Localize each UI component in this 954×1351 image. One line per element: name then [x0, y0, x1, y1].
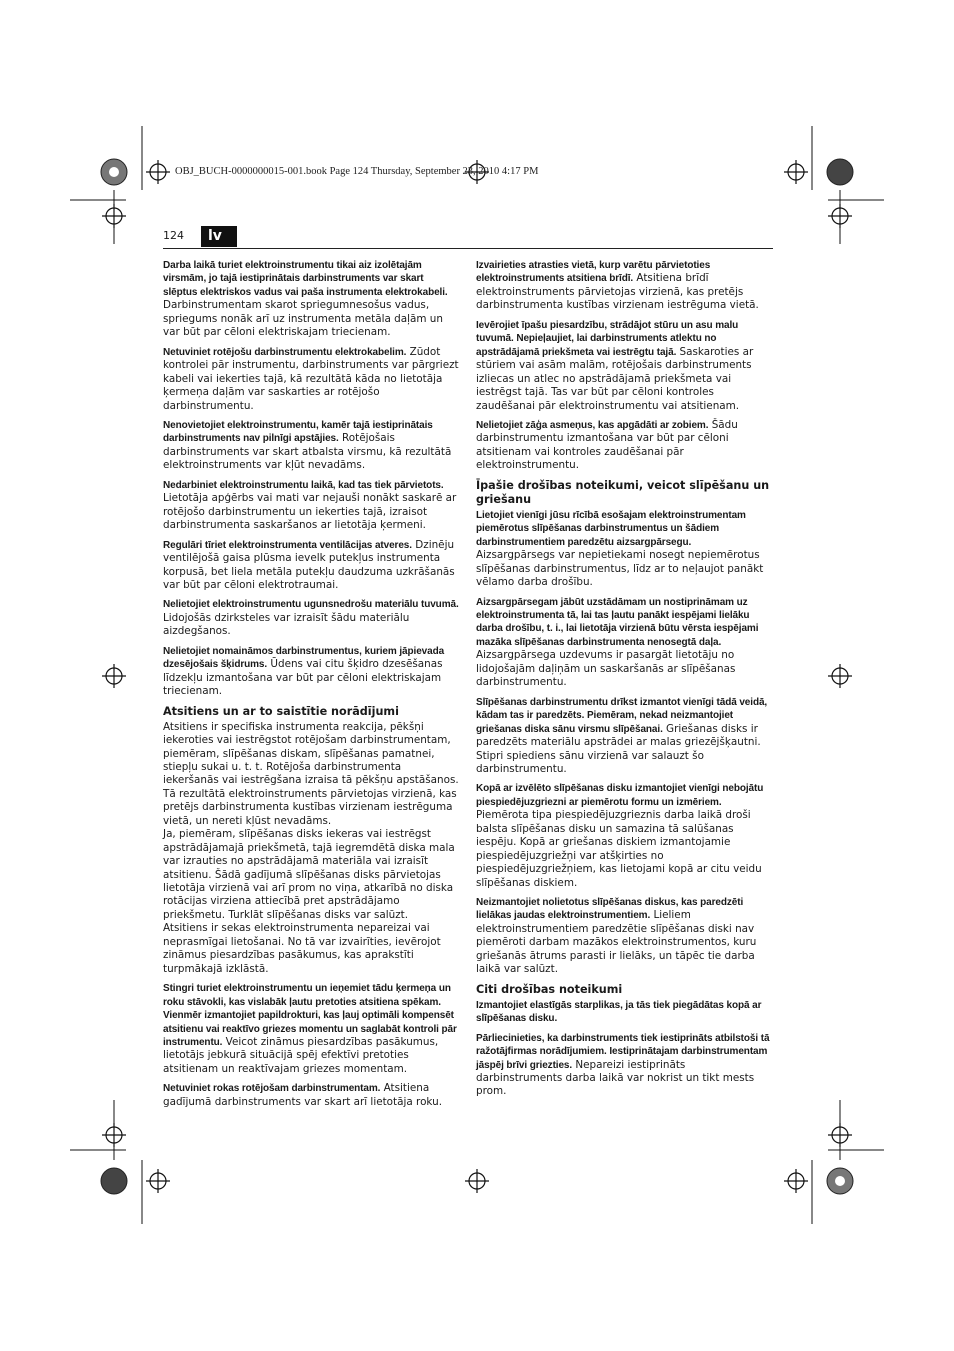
- bold-instruction: Pārliecinieties, ka darbinstruments tiek iestiprināts atbilstoši tā ražotājfirmas norādījumiem. Iestiprinātajam darbinstrumentam jāspēj brīvi griezties.: [476, 1032, 770, 1071]
- bold-instruction: Izmantojiet elastīgās starplikas, ja tās tiek piegādātas kopā ar slīpēšanas disku.: [476, 999, 762, 1025]
- explanation-text: Ja, piemēram, slīpēšanas disks iekeras vai iestrēgst apstrādājamajā priekšmetā, tajā iegremdētā diska mala var izrauties no apstrādājamā materiāla vai izraisīt atsitienu. Šādā gadījumā slīpēšanas disks pārvietojas lietotāja virzienā vai arī prom no viņa, atkarībā no diska rotācijas virziena attiecībā pret apstrādājamo priekšmetu. Turklāt slīpēšanas disks var salūzt.: [163, 828, 455, 921]
- body-paragraph-continuation: [163, 828, 460, 922]
- bold-instruction: Stingri turiet elektroinstrumentu un ieņemiet tādu ķermeņa un roku stāvokli, kas vislabāk ļautu pretoties atsitiena spēkam. Vienmēr izmantojiet papildrokturi, kas ļauj optimāli kompensēt atsitienu vai reaktīvo griezes momentu un saglabāt kontroli pār instrumentu.: [163, 983, 457, 1049]
- body-paragraph: [476, 999, 773, 1026]
- body-paragraph: [163, 1082, 460, 1109]
- explanation-text: Nepareizi iestiprināts darbinstruments darba laikā var nokrist un tikt mests prom.: [476, 1058, 755, 1098]
- body-paragraph: [476, 259, 773, 313]
- bold-instruction: Kopā ar izvēlēto slīpēšanas disku izmantojiet vienīgi nebojātu piespiedējuzgriezni ar piemērotu formu un izmēriem.: [476, 783, 764, 808]
- bold-instruction: Slīpēšanas darbinstrumentu drīkst izmantot vienīgi tādā veidā, kādam tas ir paredzēts. Piemēram, nekad neizmantojiet griešanas diska sānu virsmu slīpēšanai.: [476, 696, 768, 735]
- body-paragraph-continuation: [163, 721, 460, 829]
- page-header: [163, 226, 773, 249]
- body-paragraph: [163, 922, 460, 976]
- bold-instruction: Nenovietojiet elektroinstrumentu, kamēr tajā iestiprinātais darbinstruments nav pilnīgi apstājies.: [163, 419, 433, 445]
- explanation-text: Aizsargpārsega uzdevums ir pasargāt lietotāju no lidojošajām daļiņām un saskaršanās ar slīpēšanas darbinstrumentu.: [476, 649, 736, 689]
- explanation-text: Griešanas disks ir paredzēts materiālu apstrādei ar malas griezējšķautni. Stipri spiediens sānu virzienā var salauzt šo darbinstrumentu.: [476, 722, 761, 775]
- body-paragraph: [163, 598, 460, 638]
- explanation-text: Atsitiens ir specifiska instrumenta reakcija, pēkšņi iekeroties vai iestrēgstot rotējošam darbinstrumentam, piemēram, slīpēšanas diskam, slīpēšanas pamatnei, stiepļu sukai u. t. t. Rotējoša darbinstrumenta iekeršanās vai iestrēgšana izraisa tā pēkšņu apstāšanos. Tā rezultātā elektroinstruments pārvietojas virzienā, kas pretējs darbinstrumenta kustības virzienam iestrēguma vietā, un nereti kļūst nevadāms.: [163, 720, 459, 827]
- body-paragraph: [476, 509, 773, 590]
- body-paragraph: [476, 782, 773, 890]
- bold-instruction: Regulāri tīriet elektroinstrumenta ventilācijas atveres.: [163, 539, 412, 551]
- body-paragraph: [163, 982, 460, 1076]
- page-number: 124: [163, 229, 184, 242]
- explanation-text: Atsitiena gadījumā darbinstruments var skart arī lietotāja roku.: [163, 1082, 443, 1108]
- body-paragraph: [476, 319, 773, 413]
- body-paragraph: [163, 259, 460, 340]
- explanation-text: Aizsargpārsegs var nepietiekami nosegt nepiemērotus slīpēšanas darbinstrumentus, līdz ar to neļaujot panākt vēlamo darba drošību.: [476, 549, 764, 589]
- section-heading: Īpašie drošības noteikumi, veicot slīpēšanu un griešanu: [476, 478, 770, 506]
- bold-instruction: Ievērojiet īpašu piesardzību, strādājot stūru un asu malu tuvumā. Nepieļaujiet, lai darbinstruments atlektu no apstrādājamā priekšmeta vai iestrēgtu tajā.: [476, 319, 739, 358]
- bold-instruction: Netuviniet rotējošu darbinstrumentu elektrokabelim.: [163, 346, 407, 358]
- bold-instruction: Nelietojiet nomaināmos darbinstrumentus, kuriem jāpievada dzesējošais šķidrums.: [163, 645, 445, 671]
- bold-instruction: Nelietojiet zāģa asmeņus, kas apgādāti ar zobiem.: [476, 419, 709, 431]
- body-paragraph: [163, 539, 460, 593]
- explanation-text: Ūdens vai citu šķidro dzesēšanas līdzekļu izmantošana var būt par cēloni elektriskajam triecienam.: [163, 658, 443, 698]
- explanation-text: Atsitiena brīdī elektroinstruments pārvietojas virzienā, kas pretējs darbinstrumenta kustības virzienam iestrēguma vietā.: [476, 272, 759, 312]
- bold-instruction: Neizmantojiet nolietotus slīpēšanas diskus, kas paredzēti lielākas jaudas elektroinstrumentiem.: [476, 897, 744, 922]
- body-paragraph: [476, 419, 773, 473]
- left-text-column: [163, 259, 460, 1115]
- body-paragraph: [163, 479, 460, 533]
- explanation-text: Saskaroties ar stūriem vai asām malām, rotējošais darbinstruments izliecas un atlec no apstrādājamā priekšmeta vai iestrēgst tajā. Tas var būt par cēloni kontroles zaudēšanai pār elektroinstrumentu vai atsitienam.: [476, 345, 754, 412]
- body-paragraph: [476, 896, 773, 977]
- body-paragraph: [476, 596, 773, 690]
- explanation-text: Lieliem elektroinstrumentiem paredzētie slīpēšanas diski nav piemēroti darbam mazākos elektroinstrumentos, kuru griešanās ātrums parasti ir lielāks, un tāpēc tie darba laikā var salūzt.: [476, 909, 757, 976]
- explanation-text: Rotējošais darbinstruments var skart atbalsta virsmu, kā rezultātā elektroinstruments var kļūt nevadāms.: [163, 432, 452, 472]
- bold-instruction: Nelietojiet elektroinstrumentu ugunsnedrošu materiālu tuvumā.: [163, 599, 459, 611]
- bold-instruction: Netuviniet rokas rotējošam darbinstrumentam.: [163, 1083, 381, 1095]
- explanation-text: Atsitiens ir sekas elektroinstrumenta nepareizai vai neprasmīgai lietošanai. No tā var izvairīties, ievērojot zināmus piesardzības pasākumus, kas aprakstīti turpmākajā izklāstā.: [163, 922, 441, 975]
- explanation-text: Šādu darbinstrumentu izmantošana var būt par cēloni atsitienam vai kontroles zaudēšanai pār elektroinstrumentu.: [476, 418, 738, 472]
- bold-instruction: Lietojiet vienīgi jūsu rīcībā esošajam elektroinstrumentam piemērotus slīpēšanas darbinstrumentus un šādiem darbinstrumentiem paredzētu aizsargpārsegu.: [476, 509, 746, 548]
- right-text-column: [476, 259, 773, 1105]
- explanation-text: Zūdot kontrolei pār instrumentu, darbinstruments var pārgriezt kabeli vai iekerties tajā, kā rezultātā kāda no lietotāja ķermeņa daļām var saskarties ar rotējošo darbinstrumentu.: [163, 345, 459, 412]
- body-paragraph: [163, 346, 460, 413]
- bold-instruction: Darba laikā turiet elektroinstrumentu tikai aiz izolētajām virsmām, jo tajā iestiprinātais darbinstruments var skart slēptus elektriskos vadus vai paša instrumenta elektrokabeli.: [163, 260, 448, 298]
- explanation-text: Dzinēju ventilējošā gaisa plūsma ievelk putekļus instrumenta korpusā, bet liela metāla putekļu daudzuma uzkrāšanās var būt par cēloni elektrotraumai.: [163, 538, 455, 591]
- explanation-text: Lidojošās dzirksteles var izraisīt šādu materiālu aizdegšanos.: [163, 611, 410, 638]
- explanation-text: Lietotāja apģērbs vai mati var nejauši nonākt saskarē ar rotējošo darbinstrumentu un iekerties tajā, izraisot darbinstrumenta saskaršanos ar lietotāja ķermeni.: [163, 492, 457, 532]
- body-paragraph: [163, 645, 460, 699]
- body-paragraph: [476, 696, 773, 777]
- bold-instruction: Nedarbiniet elektroinstrumentu laikā, kad tas tiek pārvietots.: [163, 479, 444, 491]
- printer-slug-line: OBJ_BUCH-0000000015-001.book Page 124 Thursday, September 23, 2010 4:17 PM: [175, 166, 539, 177]
- body-paragraph: [163, 419, 460, 473]
- section-heading: Atsitiens un ar to saistītie norādījumi: [163, 704, 399, 718]
- section-heading: Citi drošības noteikumi: [476, 982, 623, 996]
- explanation-text: Piemērota tipa piespiedējuzgrieznis darba laikā droši balsta slīpēšanas disku un samazina tā salūšanas iespēju. Kopā ar griešanas diskiem izmantojamie piespiedējuzgriežņi var atšķirties no piespiedējuzgriežņiem, kas lietojami kopā ar citu veidu slīpēšanas diskiem.: [476, 809, 762, 889]
- explanation-text: Veicot zināmus piesardzības pasākumus, lietotājs jebkurā situācijā spēj efektīvi pretoties atsitienam un reaktīvajam griezes momentam.: [163, 1036, 439, 1075]
- body-paragraph: [476, 1032, 773, 1099]
- language-badge: lv: [201, 226, 237, 247]
- explanation-text: Darbinstrumentam skarot spriegumnesošus vadus, spriegums nonāk arī uz instrumenta metāla daļām un var būt par cēloni elektriskajam triecienam.: [163, 299, 443, 339]
- bold-instruction: Izvairieties atrasties vietā, kurp varētu pārvietoties elektroinstruments atsitiena brīdī.: [476, 260, 711, 285]
- bold-instruction: Aizsargpārsegam jābūt uzstādāmam un nostiprināmam uz elektroinstrumenta tā, lai tas ļautu panākt iespējami lielāku darba drošību, t. i., lai lietotāja virzienā būtu vērsta iespējami mazāka slīpēšanas darbinstrumenta nenosegtā daļa.: [476, 596, 759, 648]
